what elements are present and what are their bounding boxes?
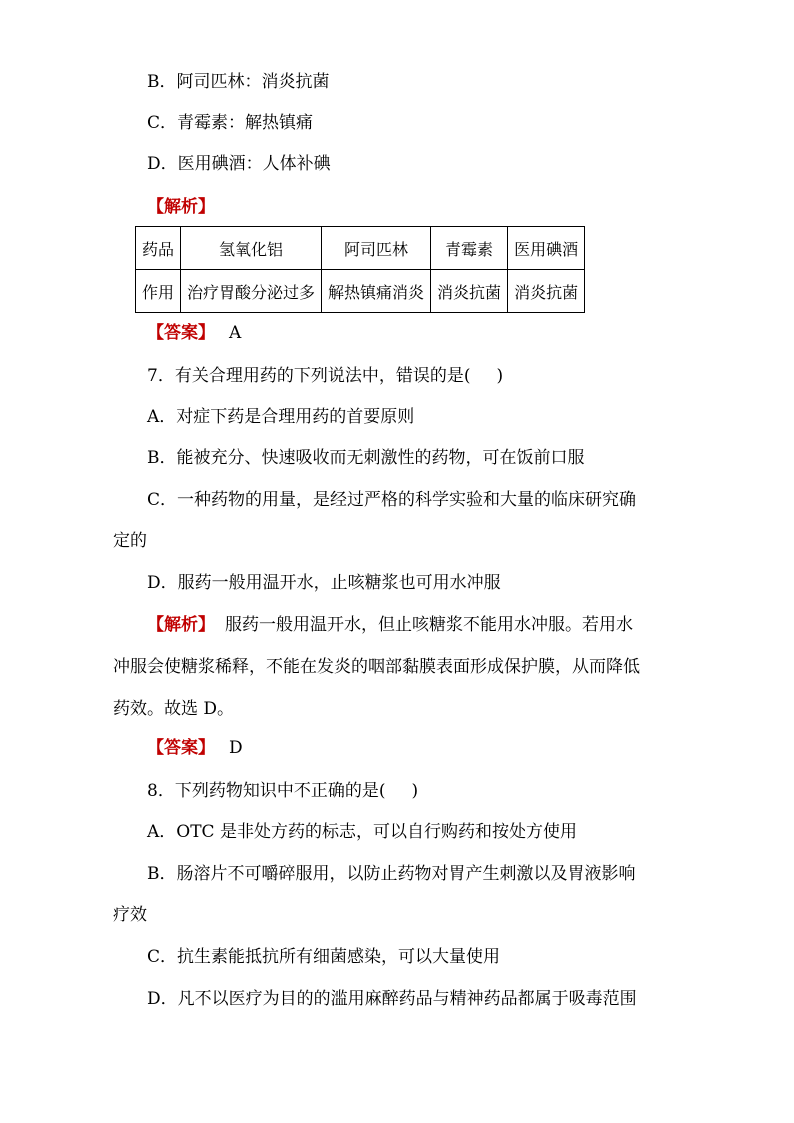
q7-stem: [147, 365, 503, 387]
table-cell: 青霉素: [431, 227, 508, 270]
q7-answer: [147, 737, 243, 759]
q7-analysis-cont: 药效。故选 D。: [113, 699, 235, 719]
q8-option-b: B．肠溶片不可嚼碎服用，以防止药物对胃产生刺激以及胃液影响: [147, 864, 636, 884]
q6-answer: [147, 322, 241, 344]
q7-option-d: D．服药一般用温开水，止咳糖浆也可用水冲服: [147, 573, 501, 593]
analysis-text: 服药一般用温开水，但止咳糖浆不能用水冲服。若用水: [225, 615, 633, 635]
analysis-tag: 【解析】: [147, 197, 215, 217]
table-cell: 解热镇痛消炎: [322, 270, 431, 313]
q7-option-b: B．能被充分、快速吸收而无刺激性的药物，可在饭前口服: [147, 448, 585, 468]
table-cell: 消炎抗菌: [508, 270, 585, 313]
paren-open: (: [378, 781, 386, 801]
q6-option-d: D．医用碘酒：人体补碘: [147, 154, 331, 174]
q7-option-c: C．一种药物的用量，是经过严格的科学实验和大量的临床研究确: [147, 490, 637, 510]
q6-option-b: B．阿司匹林：消炎抗菌: [147, 72, 330, 92]
drug-table: [135, 226, 585, 313]
q7-option-a: A．对症下药是合理用药的首要原则: [147, 407, 415, 427]
table-cell: 医用碘酒: [508, 227, 585, 270]
q7-analysis: [147, 614, 633, 636]
table-cell: 氢氧化铝: [181, 227, 322, 270]
answer-tag: 【答案】: [147, 738, 215, 758]
question-text: 7．有关合理用药的下列说法中，错误的是: [147, 366, 464, 386]
q7-analysis-cont: 冲服会使糖浆稀释，不能在发炎的咽部黏膜表面形成保护膜，从而降低: [113, 657, 640, 677]
answer-value: A: [229, 323, 242, 343]
paren-close: ): [496, 366, 504, 386]
table-cell: 阿司匹林: [322, 227, 431, 270]
answer-value: D: [229, 738, 243, 758]
answer-tag: 【答案】: [147, 323, 215, 343]
table-row: [136, 227, 585, 270]
q8-option-d: D．凡不以医疗为目的的滥用麻醉药品与精神药品都属于吸毒范围: [147, 989, 637, 1009]
table-row: [136, 270, 585, 313]
q8-option-b-cont: 疗效: [113, 905, 147, 925]
table-cell: 作用: [136, 270, 181, 313]
question-text: 8．下列药物知识中不正确的是: [147, 781, 379, 801]
paren-open: (: [463, 366, 471, 386]
table-cell: 治疗胃酸分泌过多: [181, 270, 322, 313]
q8-stem: [147, 780, 418, 802]
table-cell: 消炎抗菌: [431, 270, 508, 313]
q6-option-c: C．青霉素：解热镇痛: [147, 113, 314, 133]
q6-analysis-label: [147, 196, 225, 218]
q7-option-c-cont: 定的: [113, 531, 147, 551]
q8-option-c: C．抗生素能抵抗所有细菌感染，可以大量使用: [147, 947, 501, 967]
q8-option-a: A．OTC 是非处方药的标志，可以自行购药和按处方使用: [147, 822, 577, 842]
paren-close: ): [411, 781, 419, 801]
table-cell: 药品: [136, 227, 181, 270]
analysis-tag: 【解析】: [147, 615, 215, 635]
